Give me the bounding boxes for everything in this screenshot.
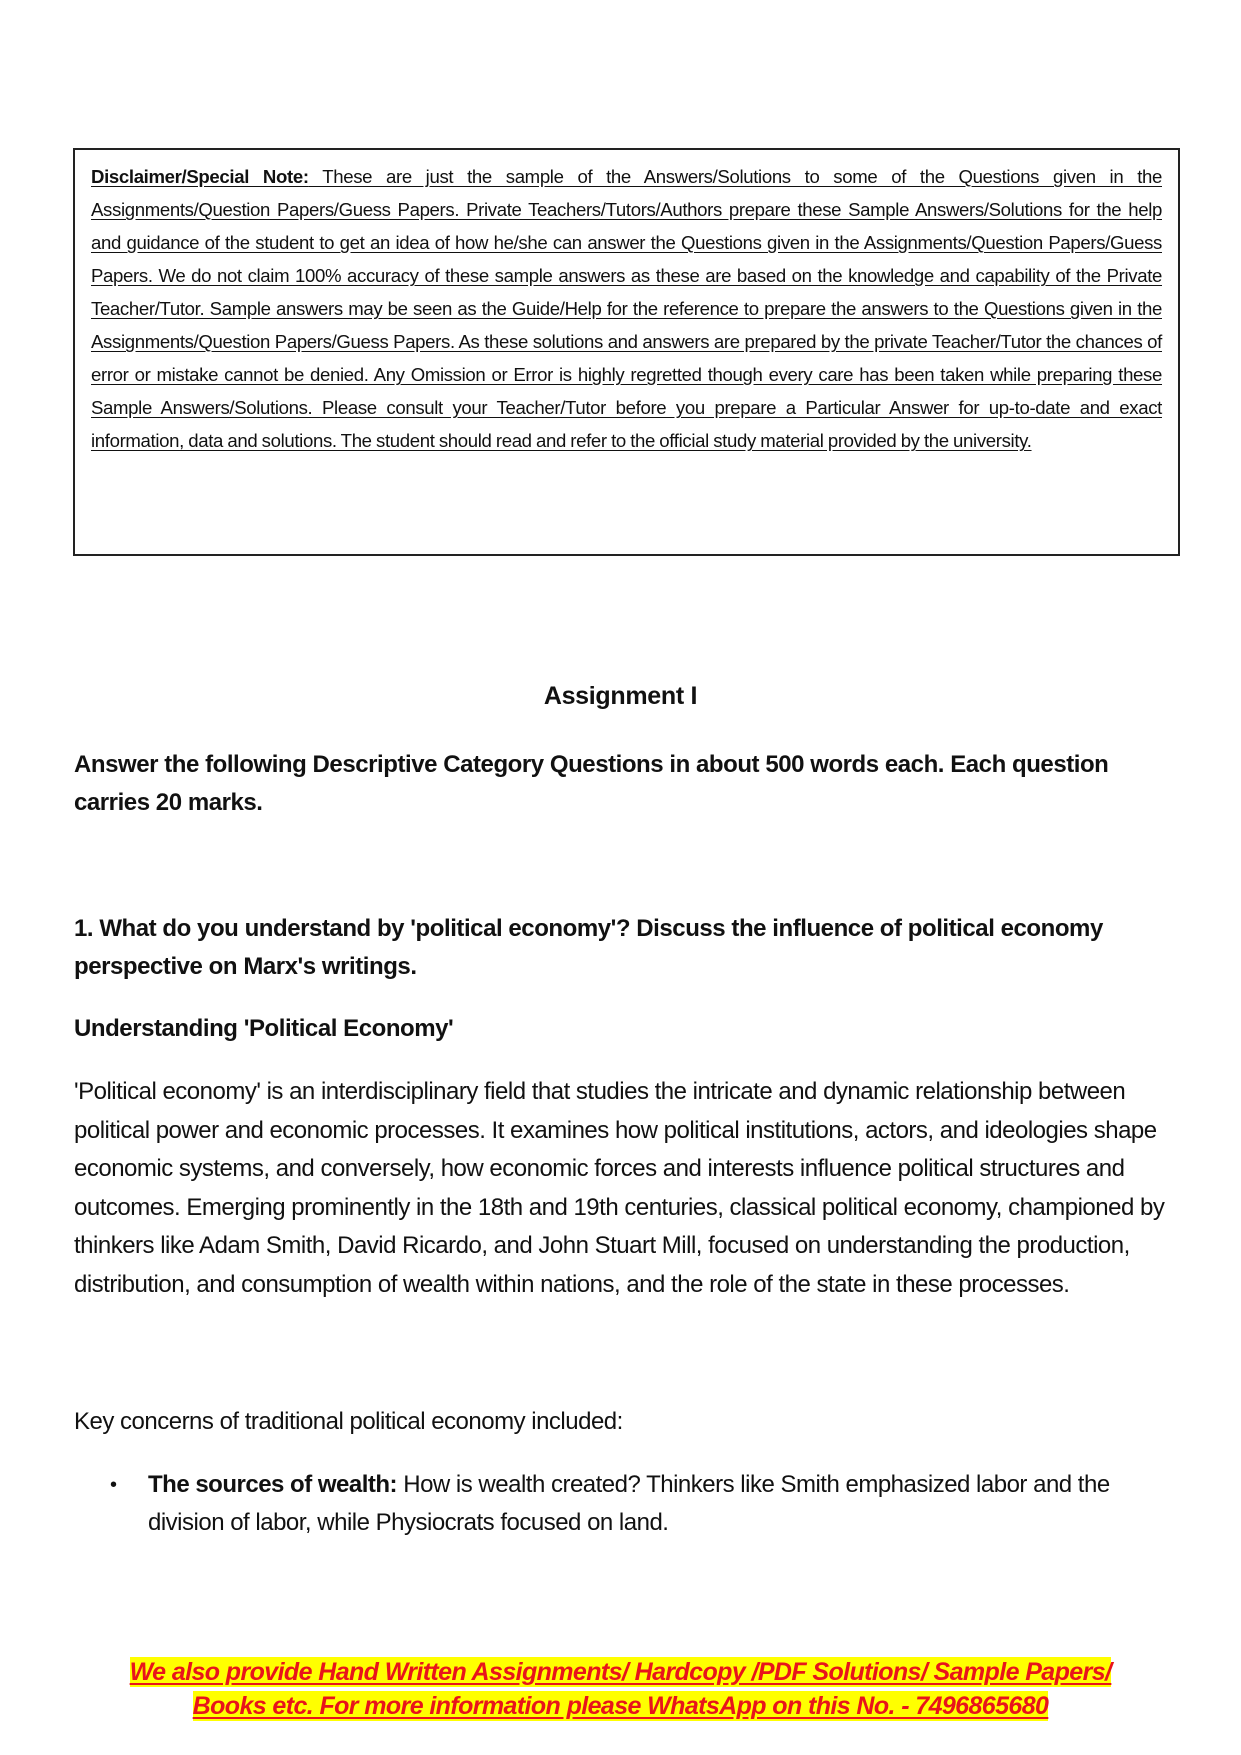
answer-paragraph: 'Political economy' is an interdisciplinary field that studies the intricate and dynamic relationship between political power and economic processes. It examines how political institutions, actors, and ideologies shape economic systems, and conversely, how economic forces and interests influence political structures and outcomes. Emerging prominently in the 18th and 19th centuries, classical political economy, championed by thinkers like Adam Smith, David Ricardo, and John Stuart Mill, focused on understanding the production, distribution, and consumption of wealth within nations, and the role of the state in these processes. [74, 1078, 1165, 1298]
bullet-term: The sources of wealth: [148, 1471, 398, 1498]
assignment-title: Assignment I [543, 682, 698, 710]
assignment-instructions: Answer the following Descriptive Category Questions in about 500 words each. Each question carries 20 marks. [74, 751, 1109, 816]
question-1: 1. What do you understand by 'political economy'? Discuss the influence of political economy perspective on Marx's writings. [74, 915, 1103, 980]
disclaimer-body: These are just the sample of the Answers/Solutions to some of the Questions given in the Assignments/Question Papers/Guess Papers. Private Teachers/Tutors/Authors prepare these Sample Answers/Solutions for the help and guidance of the student to get an idea of how he/she can answer the Questions given in the Assignments/Question Papers/Guess Papers. We do not claim 100% accuracy of these sample answers as these are based on the knowledge and capability of the Private Teacher/Tutor. Sample answers may be seen as the Guide/Help for the reference to prepare the answers to the Questions given in the Assignments/Question Papers/Guess Papers. As these solutions and answers are prepared by the private Teacher/Tutor the chances of error or mistake cannot be denied. Any Omission or Error is highly regretted though every care has been taken while preparing these Sample Answers/Solutions. Please consult your Teacher/Tutor before you prepare a Particular Answer for up-to-date and exact information, data and solutions. The student should read and refer to the official study material provided by the university. [91, 166, 1162, 451]
bullet-text: How is wealth created? Thinkers like Smith emphasized labor and the division of labor, while Physiocrats focused on land. [148, 1471, 1110, 1536]
key-concerns-intro: Key concerns of traditional political economy included: [74, 1408, 623, 1435]
promo-line-2: Books etc. For more information please WhatsApp on this No. - 7496865680 [192, 1692, 1049, 1720]
disclaimer-box [73, 148, 1180, 556]
promo-line-1: We also provide Hand Written Assignments/ Hardcopy /PDF Solutions/ Sample Papers/ [129, 1658, 1112, 1686]
disclaimer-label: Disclaimer/Special Note: [91, 166, 309, 187]
promo-banner [0, 1655, 1241, 1723]
key-concerns-list [74, 1466, 1174, 1542]
section-heading: Understanding 'Political Economy' [74, 1015, 454, 1042]
bullet-icon: • [110, 1474, 117, 1496]
list-item [74, 1466, 1174, 1542]
disclaimer-text [91, 160, 1162, 457]
